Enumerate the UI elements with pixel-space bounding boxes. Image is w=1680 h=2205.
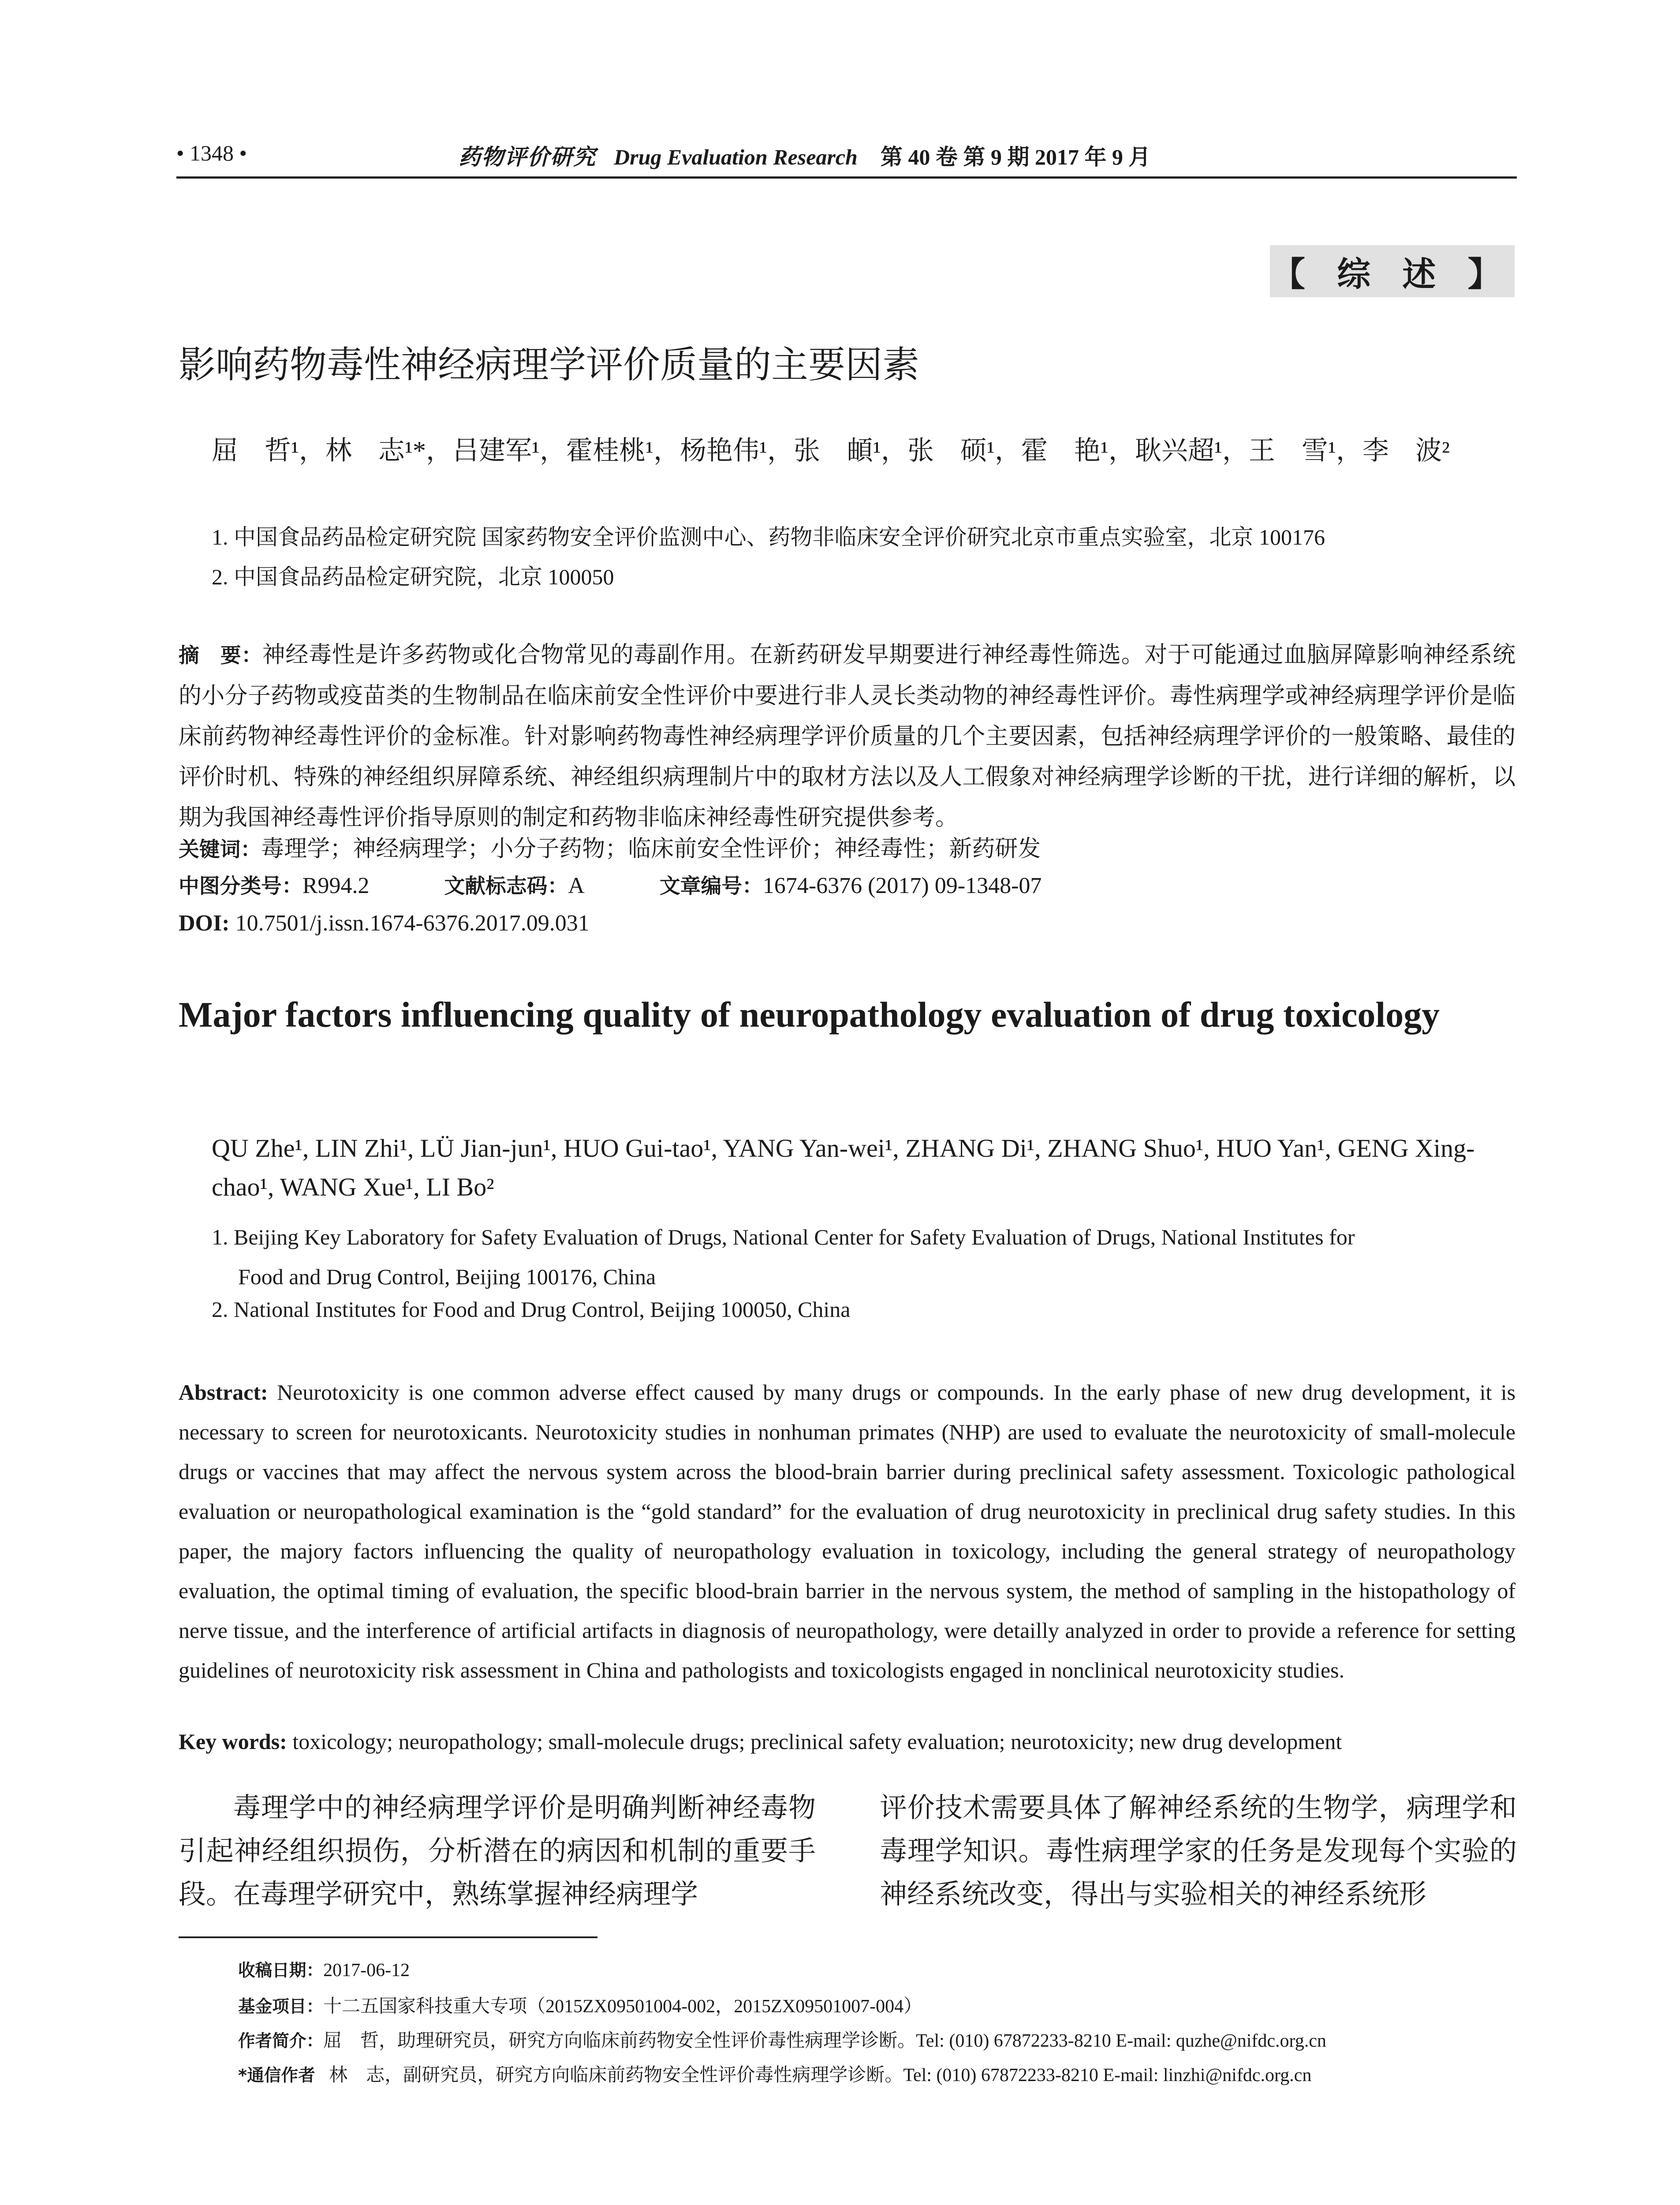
keywords-en-label: Key words: [179,1729,287,1754]
corresponding-value: 林 志，副研究员，研究方向临床前药物安全性评价毒性病理学诊断。Tel: (010) 67872233-8210 E-mail: linzhi@nifdc.org.cn [329,2065,1312,2085]
header-rule [176,176,1517,179]
keywords-cn-text: 毒理学；神经病理学；小分子药物；临床前安全性评价；神经毒性；新药研发 [261,837,1041,862]
corresponding-label: *通信作者 [238,2066,315,2085]
fund-label: 基金项目： [238,1997,324,2017]
footnote-fund [238,1992,922,2018]
doi-value: 10.7501/j.issn.1674-6376.2017.09.031 [235,911,590,936]
keywords-cn [179,830,1041,863]
doc-code-label: 文献标志码： [444,875,568,898]
affiliation-cn-2: 2. 中国食品药品检定研究院，北京 100050 [212,564,614,589]
abstract-cn [179,635,1516,838]
clc-label: 中图分类号： [179,875,302,898]
classification-row [179,870,1042,899]
author-bio-label: 作者简介： [238,2031,324,2051]
keywords-cn-label: 关键词： [179,838,261,862]
body-column-left: 毒理学中的神经病理学评价是明确判断神经毒物引起神经组织损伤，分析潜在的病因和机制的重要手段。在毒理学研究中，熟练掌握神经病理学 [179,1791,816,1910]
affiliation-en-1-line2: Food and Drug Control, Beijing 100176, China [238,1264,656,1289]
received-label: 收稿日期： [238,1961,324,1981]
author-bio-value: 屈 哲，助理研究员，研究方向临床前药物安全性评价毒性病理学诊断。Tel: (010) 67872233-8210 E-mail: quzhe@nifdc.org.cn [323,2031,1326,2051]
affiliation-en-2: 2. National Institutes for Food and Drug Control, Beijing 100050, China [212,1297,851,1322]
received-value: 2017-06-12 [323,1960,410,1981]
authors-cn: 屈 哲¹，林 志¹*，吕建军¹，霍桂桃¹，杨艳伟¹，张 頔¹，张 硕¹，霍 艳¹，耿兴超¹，王 雪¹，李 波² [212,436,1450,465]
article-number-label: 文章编号： [659,875,763,898]
section-badge-label: 【 综 述 】 [1271,256,1513,293]
authors-en: QU Zhe¹, LIN Zhi¹, LÜ Jian-jun¹, HUO Gui-tao¹, YANG Yan-wei¹, ZHANG Di¹, ZHANG Shuo¹, HUO Yan¹, GENG Xing-chao¹, WANG Xue¹, LI Bo² [212,1134,1475,1201]
keywords-en [179,1729,1342,1754]
abstract-en-label: Abstract: [179,1380,268,1405]
abstract-cn-label: 摘 要： [179,644,262,668]
doi-row [179,910,590,936]
article-number-value: 1674-6376 (2017) 09-1348-07 [762,873,1042,898]
affiliation-en-1 [212,1217,1517,1297]
page-number: • 1348 • [176,141,247,165]
abstract-cn-text: 神经毒性是许多药物或化合物常见的毒副作用。在新药研发早期要进行神经毒性筛选。对于可能通过血脑屏障影响神经系统的小分子药物或疫苗类的生物制品在临床前安全性评价中要进行非人灵长类动物的神经毒性评价。毒性病理学或神经病理学评价是临床前药物神经毒性评价的金标准。针对影响药物毒性神经病理学评价质量的几个主要因素，包括神经病理学评价的一般策略、最佳的评价时机、特殊的神经组织屏障系统、神经组织病理制片中的取材方法以及人工假象对神经病理学诊断的干扰，进行详细的解析，以期为我国神经毒性评价指导原则的制定和药物非临床神经毒性研究提供参考。 [179,643,1516,830]
abstract-en-text: Neurotoxicity is one common adverse effect caused by many drugs or compounds. In the early phase of new drug development, it is necessary to screen for neurotoxicants. Neurotoxicity studies in nonhuman primates (NHP) are used to evaluate the neurotoxicity of small-molecule drugs or vaccines that may affect the nervous system across the blood-brain barrier during preclinical safety assessment. Toxicologic pathological evaluation or neuropathological examination is the “gold standard” for the evaluation of drug neurotoxicity in preclinical drug safety studies. In this paper, the majory factors influencing the quality of neuropathology evaluation in toxicology, including the general strategy of neuropathology evaluation, the optimal timing of evaluation, the specific blood-brain barrier in the nervous system, the method of sampling in the histopathology of nerve tissue, and the interference of artificial artifacts in diagnosis of neuropathology, were detailly analyzed in order to provide a reference for setting guidelines of neurotoxicity risk assessment in China and pathologists and toxicologists engaged in nonclinical neurotoxicity studies. [179,1380,1516,1682]
affiliation-cn-1: 1. 中国食品药品检定研究院 国家药物安全评价监测中心、药物非临床安全评价研究北京市重点实验室，北京 100176 [212,525,1325,549]
clc-value: R994.2 [302,873,370,898]
journal-logo-cn: 药物评价研究 [459,145,596,169]
fund-value: 十二五国家科技重大专项（2015ZX09501004-002，2015ZX09501007-004） [323,1996,922,2017]
footnote-received [238,1957,410,1981]
running-header [459,139,1150,171]
issue-info: 第 40 卷 第 9 期 2017 年 9 月 [880,145,1151,169]
footnote-corresponding [238,2060,1311,2087]
doi-label: DOI: [179,911,230,936]
journal-name-en: Drug Evaluation Research [614,145,858,169]
doc-code-value: A [568,873,585,898]
keywords-en-text: toxicology; neuropathology; small-molecule drugs; preclinical safety evaluation; neurotoxicity; new drug development [292,1729,1342,1754]
title-en: Major factors influencing quality of neuropathology evaluation of drug toxicology [179,994,1440,1035]
footnote-rule [179,1936,597,1938]
abstract-en [179,1372,1516,1690]
affiliation-en-1-line1: 1. Beijing Key Laboratory for Safety Evaluation of Drugs, National Center for Safety Evaluation of Drugs, National Institutes for [212,1225,1355,1249]
section-badge [1270,245,1515,297]
body-column-right: 评价技术需要具体了解神经系统的生物学，病理学和毒理学知识。毒性病理学家的任务是发现每个实验的神经系统改变，得出与实验相关的神经系统形 [880,1791,1517,1910]
footnote-author [238,2026,1326,2052]
title-cn: 影响药物毒性神经病理学评价质量的主要因素 [179,343,920,386]
